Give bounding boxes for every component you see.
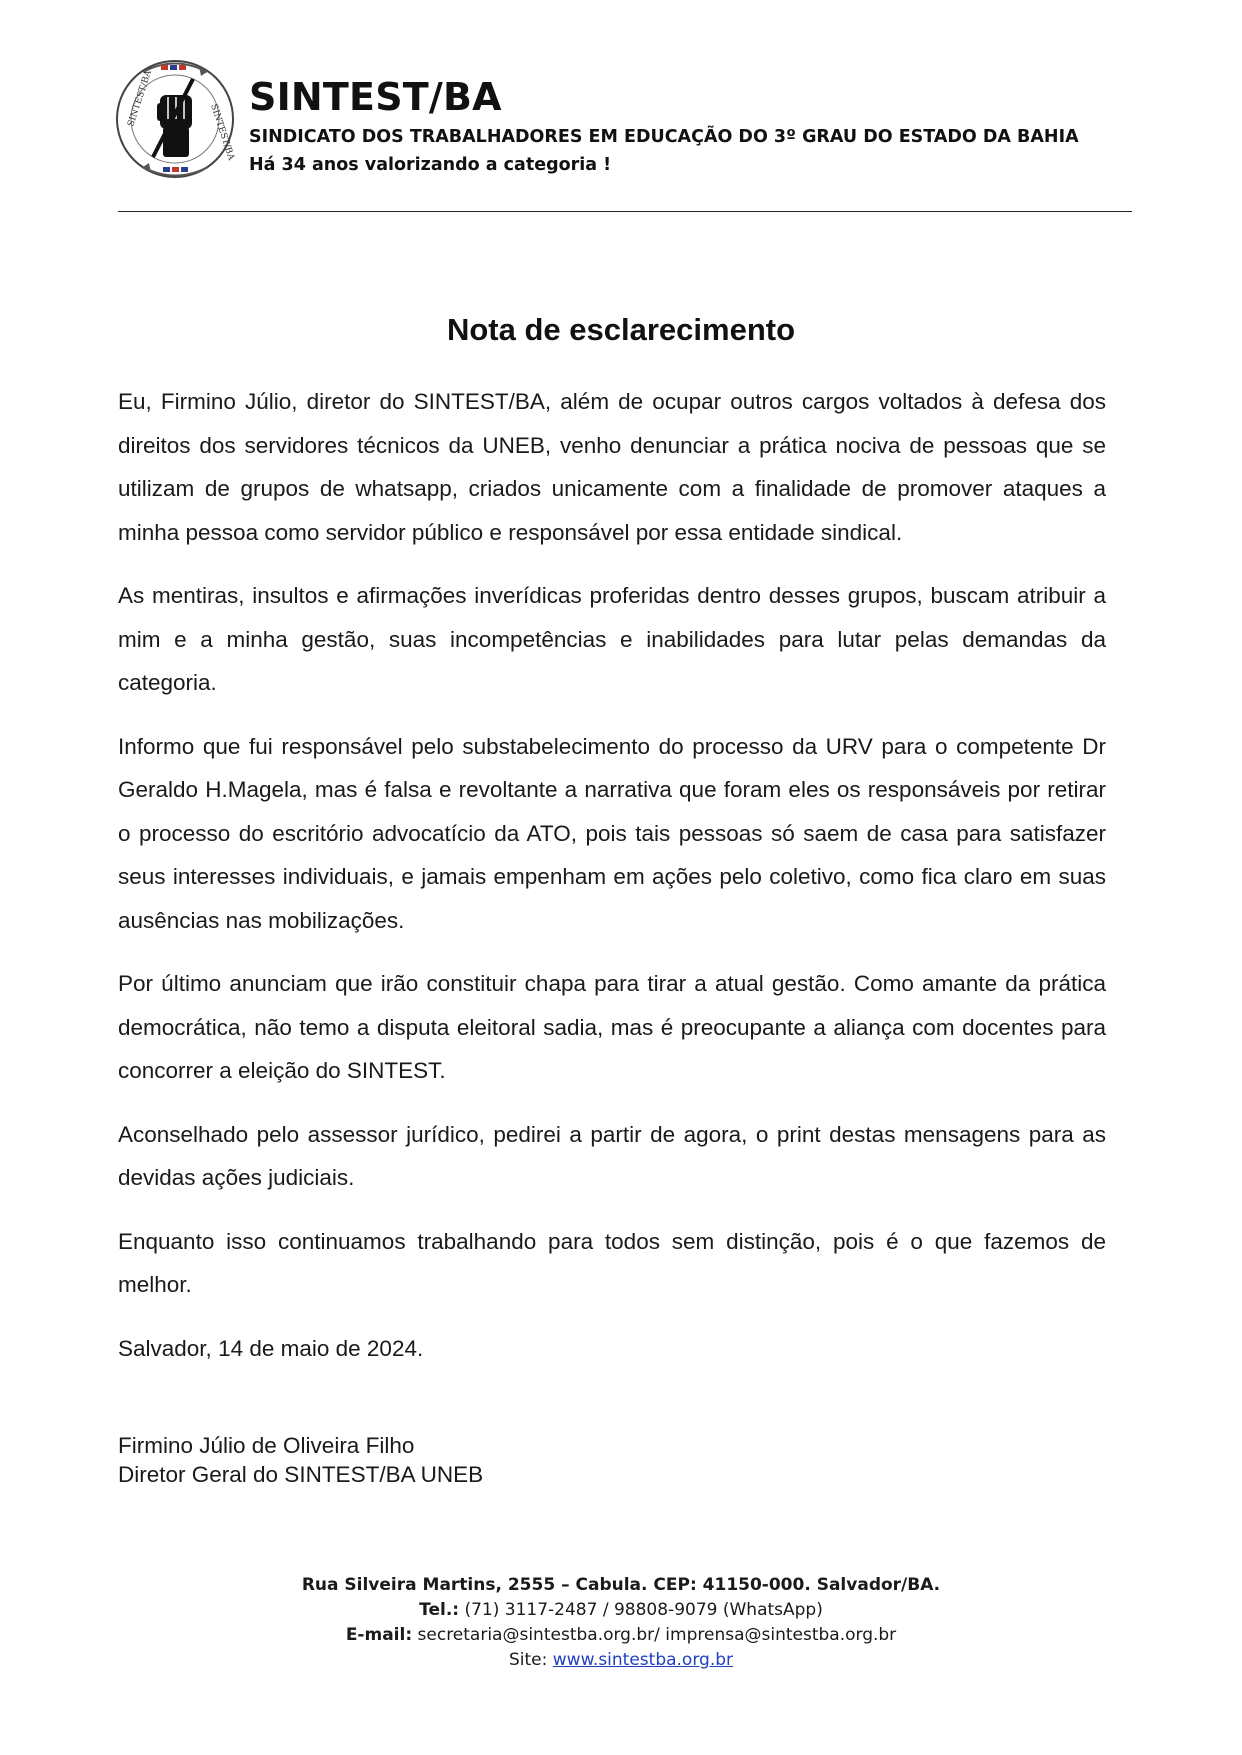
header-divider <box>118 211 1132 212</box>
paragraph: Enquanto isso continuamos trabalhando para todos sem distinção, pois é o que fazemos de melhor. <box>118 1228 1106 1297</box>
signer-title: Diretor Geral do SINTEST/BA UNEB <box>118 1462 484 1487</box>
footer-phone: (71) 3117-2487 / 98808-9079 (WhatsApp) <box>459 1600 823 1620</box>
footer-email-label: E-mail: <box>345 1625 413 1645</box>
signer-name: Firmino Júlio de Oliveira Filho <box>118 1433 415 1458</box>
paragraph: Informo que fui responsável pelo substabelecimento do processo da URV para o competente Dr Geraldo H.Magela, mas é falsa e revoltante a narrativa que foram eles os responsáveis por retirar o processo do escritório advocatício da ATO, pois tais pessoas só saem de casa para satisfazer seus interesses individuais, e jamais empenham em ações pelo coletivo, como fica claro em suas ausências nas mobilizações. <box>118 733 1106 933</box>
paragraph: Eu, Firmino Júlio, diretor do SINTEST/BA, além de ocupar outros cargos voltados à defesa dos direitos dos servidores técnicos da UNEB, venho denunciar a prática nociva de pessoas que se utilizam de grupos de whatsapp, criados unicamente com a finalidade de promover ataques a minha pessoa como servidor público e responsável por essa entidade sindical. <box>118 389 1106 545</box>
org-name: SINTEST/BA <box>249 75 502 119</box>
letterhead <box>113 55 1133 185</box>
logo-right-text: SINTEST/BA <box>208 102 236 162</box>
document-title: Nota de esclarecimento <box>446 312 796 347</box>
org-tagline: Há 34 anos valorizando a categoria ! <box>249 155 612 175</box>
footer-address: Rua Silveira Martins, 2555 – Cabula. CEP: 41150-000. Salvador/BA. <box>301 1575 941 1595</box>
footer-phone-label: Tel.: <box>419 1600 460 1620</box>
footer-site-label: Site: <box>508 1650 553 1670</box>
letterhead-footer <box>0 1573 1242 1673</box>
letterhead-text <box>249 75 1129 177</box>
footer-email: secretaria@sintestba.org.br/ imprensa@sintestba.org.br <box>412 1625 897 1645</box>
org-full-name: SINDICATO DOS TRABALHADORES EM EDUCAÇÃO DO 3º GRAU DO ESTADO DA BAHIA <box>249 127 1079 147</box>
footer-site-link[interactable]: www.sintestba.org.br <box>552 1650 734 1670</box>
paragraph: As mentiras, insultos e afirmações inverídicas proferidas dentro desses grupos, buscam atribuir a mim e a minha gestão, suas incompetências e inabilidades para lutar pelas demandas da categoria. <box>118 583 1106 695</box>
date-line: Salvador, 14 de maio de 2024. <box>118 1335 424 1361</box>
logo-left-text: SINTEST/BA <box>126 69 154 128</box>
document-body <box>118 380 1106 1390</box>
paragraph: Aconselhado pelo assessor jurídico, pedirei a partir de agora, o print destas mensagens para as devidas ações judiciais. <box>118 1121 1106 1190</box>
signature-block <box>118 1431 1018 1489</box>
paragraph: Por último anunciam que irão constituir chapa para tirar a atual gestão. Como amante da prática democrática, não temo a disputa eleitoral sadia, mas é preocupante a aliança com docentes para concorrer a eleição do SINTEST. <box>118 971 1106 1083</box>
union-fist-logo-icon <box>113 57 238 182</box>
